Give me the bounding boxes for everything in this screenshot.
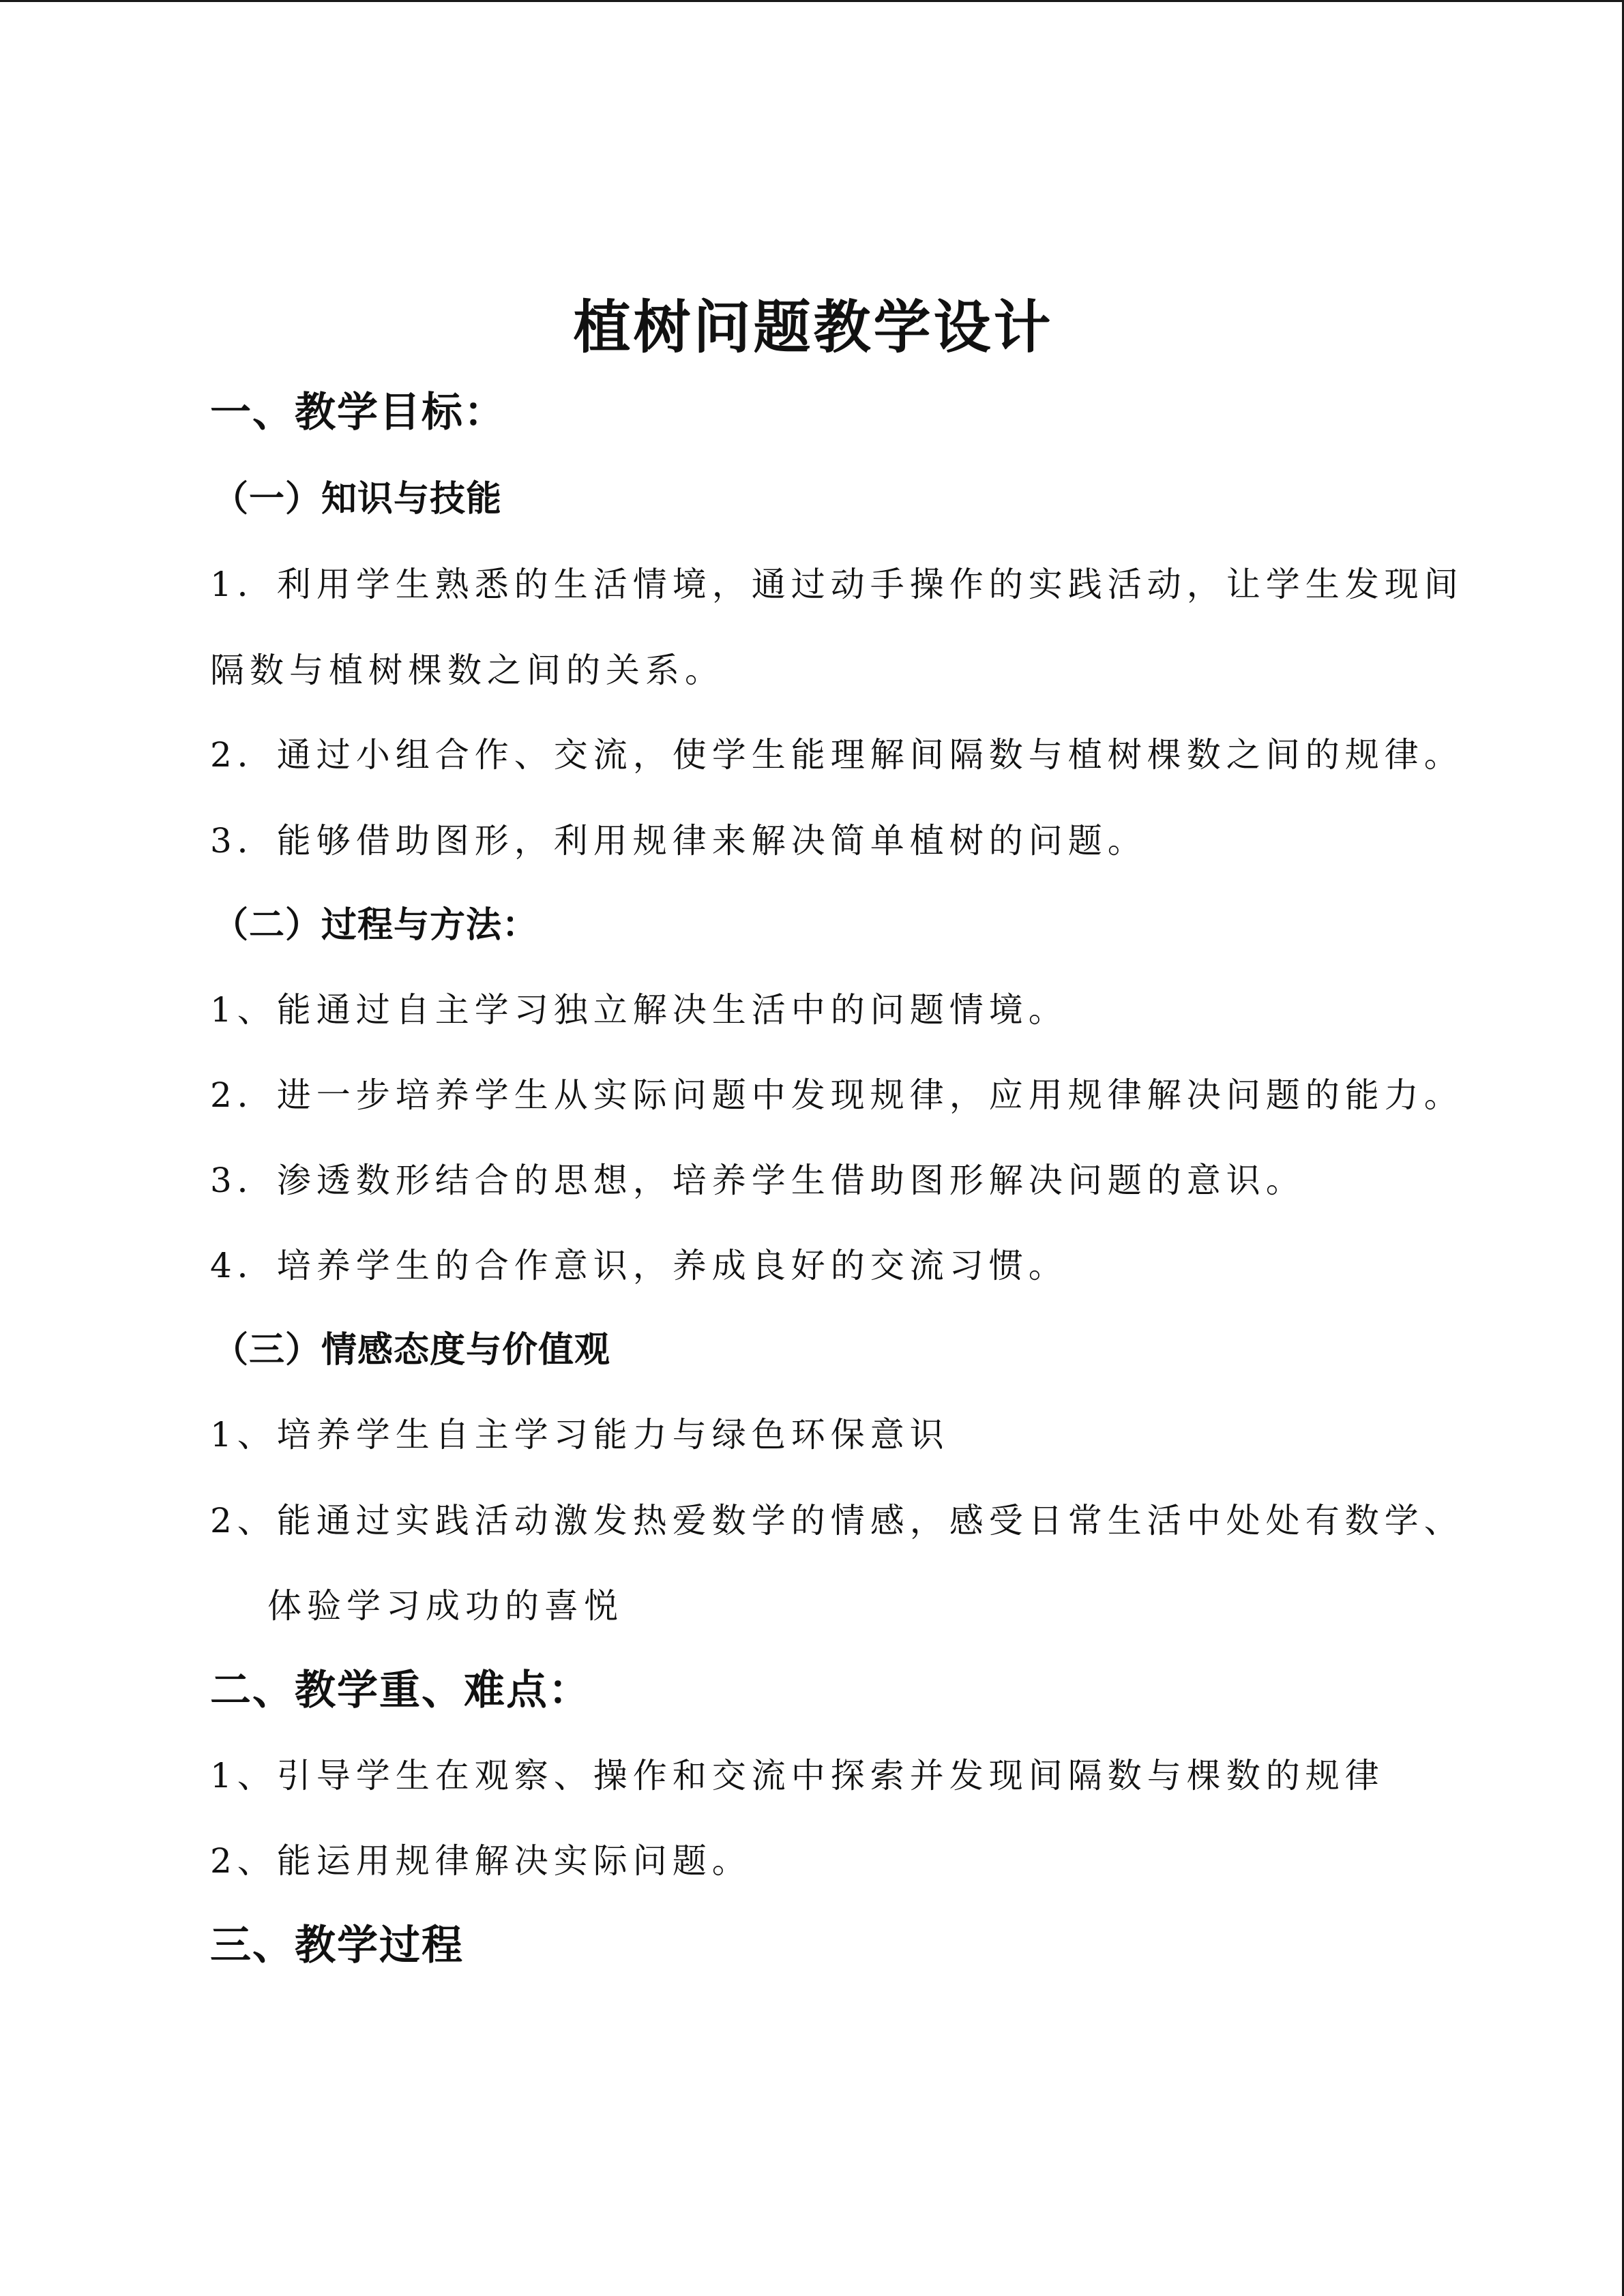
section-heading-objectives: 一、教学目标： [210, 389, 506, 436]
section-heading-teaching-process: 三、教学过程 [210, 1922, 464, 1969]
subheading-knowledge-skills: （一）知识与技能 [213, 478, 503, 520]
paragraph-line: 1．利用学生熟悉的生活情境，通过动手操作的实践活动，让学生发现间 [210, 565, 1464, 604]
paragraph-line: 2、能通过实践活动激发热爱数学的情感，感受日常生活中处处有数学、 [210, 1501, 1464, 1540]
paragraph-line: 1、引导学生在观察、操作和交流中探索并发现间隔数与棵数的规律 [210, 1756, 1385, 1795]
paragraph-line: 2．进一步培养学生从实际问题中发现规律，应用规律解决问题的能力。 [210, 1075, 1464, 1115]
subheading-attitudes-values: （三）情感态度与价值观 [213, 1329, 611, 1371]
paragraph-line: 隔数与植树棵数之间的关系。 [210, 651, 724, 690]
document-title: 植树问题教学设计 [573, 293, 1054, 361]
paragraph-line: 4．培养学生的合作意识，养成良好的交流习惯。 [210, 1246, 1068, 1285]
paragraph-line: 3．能够借助图形，利用规律来解决简单植树的问题。 [210, 821, 1147, 861]
paragraph-line: 3．渗透数形结合的思想，培养学生借助图形解决问题的意识。 [210, 1161, 1305, 1200]
paragraph-line: 2．通过小组合作、交流，使学生能理解间隔数与植树棵数之间的规律。 [210, 735, 1464, 775]
paragraph-line: 1、能通过自主学习独立解决生活中的问题情境。 [210, 990, 1068, 1030]
subheading-process-method: （二）过程与方法： [213, 904, 539, 946]
paragraph-line: 1、培养学生自主学习能力与绿色环保意识 [210, 1415, 949, 1455]
section-heading-key-points: 二、教学重、难点： [210, 1667, 591, 1714]
paragraph-line: 2、能运用规律解决实际问题。 [210, 1841, 752, 1881]
paragraph-line: 体验学习成功的喜悦 [267, 1586, 623, 1626]
